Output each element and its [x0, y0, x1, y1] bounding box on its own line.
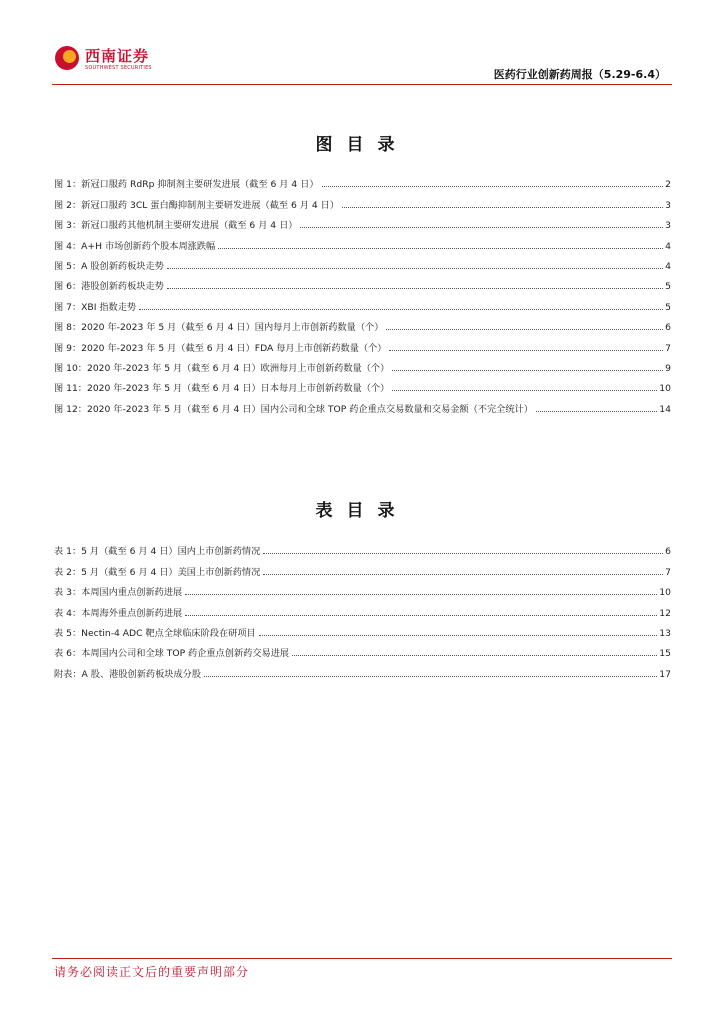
tables-toc-list — [54, 537, 671, 680]
table-entry-page-number: 7 — [665, 566, 671, 578]
table-entry-page-number: 12 — [659, 607, 671, 619]
table-entry-label: 附表：A 股、港股创新药板块成分股 — [54, 668, 202, 680]
figure-entry-page-number: 10 — [659, 383, 671, 395]
dot-leader — [292, 655, 657, 656]
figure-entry-page-number: 14 — [659, 403, 671, 415]
figures-toc-list — [54, 170, 671, 415]
table-entry-label: 表 4：本周海外重点创新药进展 — [54, 607, 183, 619]
figures-toc-title: 图目录 — [315, 135, 409, 155]
page-header — [0, 0, 724, 90]
figure-toc-entry[interactable] — [54, 374, 671, 394]
tables-toc-title: 表目录 — [315, 501, 409, 521]
table-toc-entry[interactable] — [54, 537, 671, 557]
table-entry-page-number: 15 — [659, 648, 671, 660]
logo-mark-icon — [55, 46, 79, 70]
dot-leader — [300, 227, 663, 228]
dot-leader — [389, 350, 663, 351]
figure-entry-page-number: 6 — [665, 322, 671, 334]
dot-leader — [386, 329, 663, 330]
dot-leader — [322, 186, 664, 187]
figure-entry-label: 图 6：港股创新药板块走势 — [54, 281, 164, 293]
figure-entry-page-number: 4 — [665, 240, 671, 252]
dot-leader — [263, 553, 663, 554]
table-toc-entry[interactable] — [54, 639, 671, 659]
table-toc-entry[interactable] — [54, 578, 671, 598]
table-toc-entry[interactable] — [54, 557, 671, 577]
dot-leader — [185, 615, 657, 616]
figure-toc-entry[interactable] — [54, 313, 671, 333]
dot-leader — [185, 594, 657, 595]
figure-entry-label: 图 5：A 股创新药板块走势 — [54, 260, 164, 272]
figure-entry-label: 图 7：XBI 指数走势 — [54, 301, 137, 313]
dot-leader — [167, 268, 663, 269]
dot-leader — [342, 207, 663, 208]
figure-toc-entry[interactable] — [54, 272, 671, 292]
figure-entry-label: 图 10：2020 年-2023 年 5 月（截至 6 月 4 日）欧洲每月上市创新药数量（个） — [54, 362, 390, 374]
figure-entry-page-number: 3 — [665, 220, 671, 232]
figure-toc-entry[interactable] — [54, 333, 671, 353]
figure-toc-entry[interactable] — [54, 190, 671, 210]
table-entry-page-number: 13 — [659, 627, 671, 639]
figure-toc-entry[interactable] — [54, 211, 671, 231]
figure-toc-entry[interactable] — [54, 231, 671, 251]
figure-entry-page-number: 5 — [665, 281, 671, 293]
footer-notice: 请务必阅读正文后的重要声明部分 — [54, 965, 250, 979]
dot-leader — [139, 309, 663, 310]
table-entry-label: 表 6：本周国内公司和全球 TOP 药企重点创新药交易进展 — [54, 648, 290, 660]
table-entry-label: 表 5：Nectin-4 ADC 靶点全球临床阶段在研项目 — [54, 627, 256, 639]
figure-entry-label: 图 1：新冠口服药 RdRp 抑制剂主要研发进展（截至 6 月 4 日） — [54, 179, 319, 191]
dot-leader — [259, 635, 658, 636]
header-divider — [52, 84, 672, 85]
figure-entry-page-number: 7 — [665, 342, 671, 354]
dot-leader — [218, 248, 663, 249]
figure-entry-label: 图 2：新冠口服药 3CL 蛋白酶抑制剂主要研发进展（截至 6 月 4 日） — [54, 199, 340, 211]
figure-entry-page-number: 2 — [665, 179, 671, 191]
company-logo — [55, 44, 205, 76]
figure-toc-entry[interactable] — [54, 354, 671, 374]
dot-leader — [204, 676, 657, 677]
figure-entry-page-number: 3 — [665, 199, 671, 211]
dot-leader — [536, 411, 657, 412]
footer-divider — [52, 958, 672, 959]
table-toc-entry[interactable] — [54, 598, 671, 618]
figure-entry-label: 图 8：2020 年-2023 年 5 月（截至 6 月 4 日）国内每月上市创新药数量（个） — [54, 322, 384, 334]
figure-toc-entry[interactable] — [54, 170, 671, 190]
dot-leader — [392, 370, 663, 371]
dot-leader — [263, 574, 663, 575]
table-entry-page-number: 6 — [665, 546, 671, 558]
table-entry-page-number: 10 — [659, 587, 671, 599]
figure-entry-label: 图 4：A+H 市场创新药个股本周涨跌幅 — [54, 240, 216, 252]
table-toc-entry[interactable] — [54, 619, 671, 639]
dot-leader — [167, 288, 663, 289]
logo-english-name: SOUTHWEST SECURITIES — [85, 65, 152, 71]
figure-entry-label: 图 9：2020 年-2023 年 5 月（截至 6 月 4 日）FDA 每月上市创新药数量（个） — [54, 342, 387, 354]
figure-entry-label: 图 11：2020 年-2023 年 5 月（截至 6 月 4 日）日本每月上市创新药数量（个） — [54, 383, 390, 395]
table-entry-label: 表 2：5 月（截至 6 月 4 日）美国上市创新药情况 — [54, 566, 261, 578]
table-entry-page-number: 17 — [659, 668, 671, 680]
logo-chinese-name: 西南证券 — [85, 47, 150, 65]
figure-entry-page-number: 4 — [665, 260, 671, 272]
figure-entry-page-number: 5 — [665, 301, 671, 313]
figure-entry-page-number: 9 — [665, 362, 671, 374]
table-entry-label: 表 3：本周国内重点创新药进展 — [54, 587, 183, 599]
dot-leader — [392, 390, 657, 391]
figure-entry-label: 图 3：新冠口服药其他机制主要研发进展（截至 6 月 4 日） — [54, 220, 298, 232]
table-entry-label: 表 1：5 月（截至 6 月 4 日）国内上市创新药情况 — [54, 546, 261, 558]
figure-toc-entry[interactable] — [54, 292, 671, 312]
report-title: 医药行业创新药周报（5.29-6.4） — [493, 68, 666, 81]
figure-toc-entry[interactable] — [54, 394, 671, 414]
figure-entry-label: 图 12：2020 年-2023 年 5 月（截至 6 月 4 日）国内公司和全球 TOP 药企重点交易数量和交易金额（不完全统计） — [54, 403, 533, 415]
table-toc-entry[interactable] — [54, 659, 671, 679]
figure-toc-entry[interactable] — [54, 252, 671, 272]
